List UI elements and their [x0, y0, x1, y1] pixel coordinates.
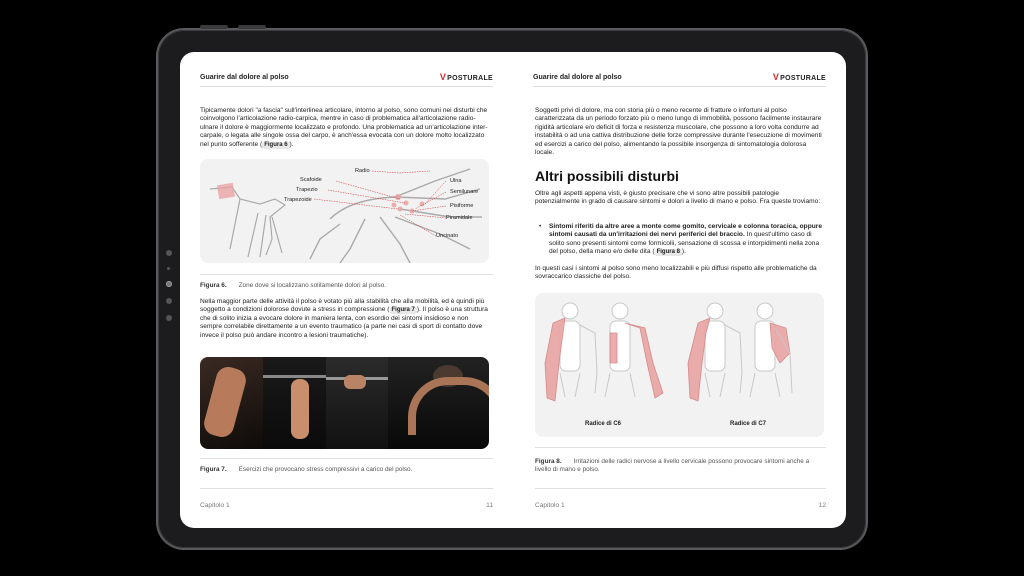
- bullet-item: • Sintomi riferiti da altre aree a monte come gomito, cervicale e colonna toracica, oppure sintomi causati da un'irritazioni dei nervi periferici del braccio. In quest'ultimo caso di solito sono presenti sintomi come formicolii, sensazione di scossa e intorpidimenti nella zona del polso, della mano e/o delle dita ( Figura 8 ).: [539, 223, 822, 256]
- figure-7-link[interactable]: Figura 7: [391, 307, 415, 314]
- divider: [535, 488, 826, 489]
- page-header: [533, 72, 826, 87]
- nav-dot[interactable]: [167, 267, 170, 270]
- header-title: Guarire dal dolore al polso: [533, 74, 622, 81]
- paragraph: Soggetti privi di dolore, ma con storia più o meno recente di fratture o infortuni al polso caratterizzata da un periodo forzato più o meno lungo di immobilità, possono facilmente instaurare rigidità articolare e/o deficit di forza e resistenza muscolare, che possono a loro volta condurre ad instabilità o ad una cattiva distribuzione delle forze compressive durante l'esecuzione di movimenti ed esercizi a carico del polso, alimentando la possibile insorgenza di sintomatologia dolorosa locale.: [535, 107, 822, 157]
- skeleton-illustrations: [535, 293, 824, 437]
- reader-side-dots: [166, 250, 174, 332]
- figure-8-caption: Figura 8. Irritazioni delle radici nervose a livello cervicale possono provocare sintomi anche a livello di mano e polso.: [535, 458, 810, 473]
- page-header: [200, 72, 493, 87]
- nerve-root-figure: [535, 293, 824, 437]
- paragraph: Tipicamente dolori "a fascia" sull'interlinea articolare, intorno al polso, sono comuni nei disturbi che coinvolgono l'articolazione radio-carpica, mentre in caso di problematica all'articolazione radio-ulnare il dolore è maggiormente localizzato e profondo. Una problematica ad un'articolazione inter-carpale, o legata alle singole ossa del carpo, è anch'essa evocata con un dolore molto localizzato nel punto sofferente ( Figura 6 ).: [200, 107, 488, 148]
- footer-chapter: Capitolo 1: [535, 502, 565, 509]
- divider: [200, 274, 493, 275]
- label-piramidale: Piramidale: [446, 215, 473, 221]
- photo-pushup-low: [200, 357, 263, 449]
- page-number: 11: [486, 502, 493, 509]
- paragraph: Nella maggior parte delle attività il polso è votato più alla stabilità che alla mobilità, ed è quindi più soggetto a condizioni dolorose dovute a stress in compressione ( Figura 7 ). Il polso è una struttura che di solito inizia a evocare dolore in maniera lenta, con esordio dei sintomi insidioso e non sempre correlabile direttamente a un evento traumatico (a parte nei casi di sport di contatto dove invece il polso può andare incontro a lesioni traumatiche).: [200, 298, 488, 339]
- figure-6-caption: Figura 6. Zone dove si localizzano solitamente dolori al polso.: [200, 282, 387, 289]
- label-scafoide: Scafoide: [300, 177, 322, 183]
- page-footer: [200, 502, 493, 509]
- brand-logo: VPOSTURALE: [772, 72, 826, 82]
- nav-dot-active[interactable]: [166, 281, 172, 287]
- header-title: Guarire dal dolore al polso: [200, 74, 289, 81]
- nav-dot[interactable]: [166, 315, 172, 321]
- figure-7-caption: Figura 7. Esercizi che provocano stress compressivi a carico del polso.: [200, 466, 413, 473]
- footer-chapter: Capitolo 1: [200, 502, 230, 509]
- paragraph: Oltre agli aspetti appena visti, è giusto precisare che vi sono altre possibili patologie potenzialmente in grado di causare sintomi e dolori a livello di mano e polso. Fra queste troviamo:: [535, 190, 821, 206]
- label-semilunare: Semilunare: [450, 189, 479, 195]
- label-trapezoide: Trapezoide: [284, 197, 312, 203]
- divider: [535, 447, 826, 448]
- wrist-anatomy-figure: [200, 159, 489, 263]
- divider: [200, 458, 493, 459]
- volume-button: [200, 25, 228, 29]
- figure-8-link[interactable]: Figura 8: [656, 249, 680, 256]
- exercise-photos: [200, 357, 489, 449]
- nav-dot[interactable]: [166, 298, 172, 304]
- power-button: [238, 25, 266, 29]
- page-number: 12: [818, 502, 826, 509]
- label-trapezio: Trapezio: [296, 187, 318, 193]
- skeleton-group-c7: [688, 303, 792, 401]
- paragraph: In questi casi i sintomi al polso sono meno localizzabili e più diffusi rispetto alle problematiche da sovraccarico classiche del polso.: [535, 265, 817, 281]
- page-footer: [535, 502, 826, 509]
- ebook-screen: [180, 52, 846, 528]
- wrist-pain-zone: [217, 183, 235, 200]
- label-pisiforme: Pisiforme: [450, 203, 474, 209]
- section-title: Altri possibili disturbi: [535, 168, 679, 184]
- photo-pushup-knuckles: [388, 357, 489, 449]
- label-uncinato: Uncinato: [436, 233, 459, 239]
- photo-barbell: [263, 357, 326, 449]
- page-12: [513, 52, 846, 528]
- page-11: [180, 52, 513, 528]
- label-radio: Radio: [355, 168, 370, 174]
- label-c6: Radice di C6: [585, 421, 622, 427]
- photo-bench-press: [326, 357, 389, 449]
- skeleton-group-c6: [545, 303, 663, 401]
- divider: [200, 488, 493, 489]
- brand-logo: VPOSTURALE: [439, 72, 493, 82]
- nav-dot[interactable]: [166, 250, 172, 256]
- figure-6-link[interactable]: Figura 6: [264, 141, 288, 148]
- label-ulna: Ulna: [450, 178, 462, 184]
- label-c7: Radice di C7: [730, 421, 767, 427]
- hand-skeleton-illustration: [200, 159, 489, 263]
